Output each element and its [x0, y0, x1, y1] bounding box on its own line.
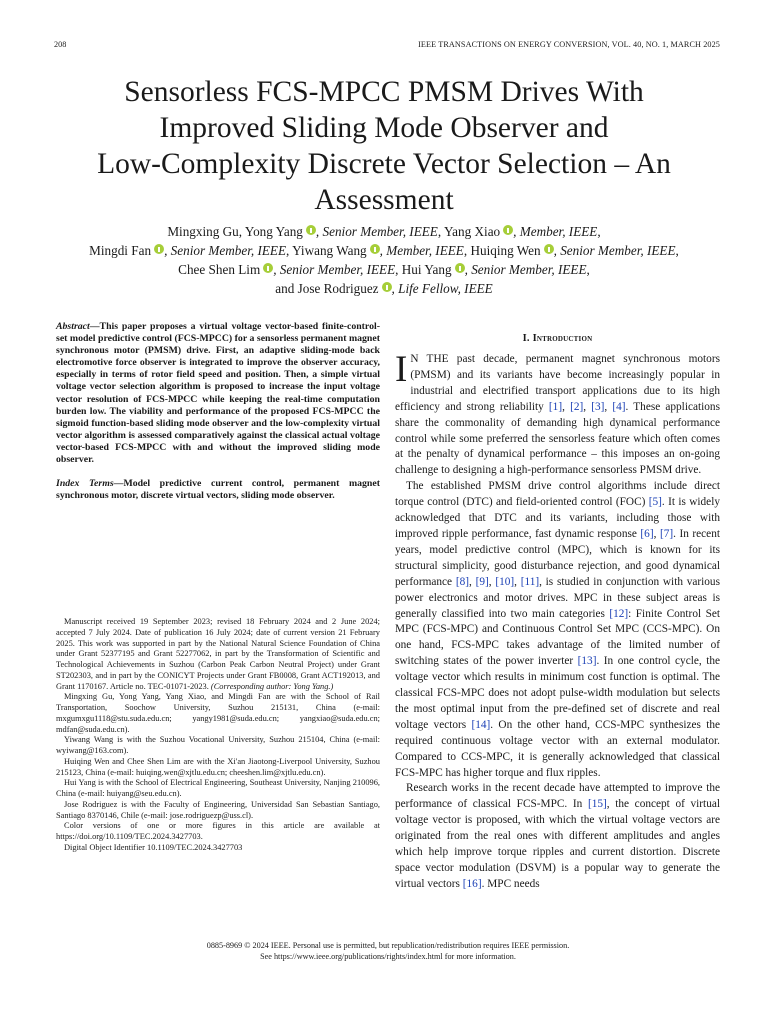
- section-heading-introduction: I. Introduction: [522, 333, 593, 344]
- citation-link[interactable]: [10]: [495, 575, 515, 588]
- author-line: Chee Shen Lim , Senior Member, IEEE, Hui Yang , Senior Member, IEEE,: [178, 262, 590, 277]
- title-line: Assessment: [314, 184, 454, 216]
- author-membership: , Senior Member, IEEE: [553, 243, 676, 258]
- citation-link[interactable]: [16]: [462, 877, 482, 890]
- intro-paragraph-1: I N THE past decade, permanent magnet synchronous motors (PMSM) and its variants have become increasingly popular in industrial and electrified transport applications due to its high efficiency and strong reliability [1], [2], [3], [4]. These applications share the commonality of demanding high dynamical performance control while some preferred the sensorless feature which often comes at the penalty of dynamical performance – this imposes an on-going challenge to designing a high-performance sensorless PMSM drive.: [395, 349, 720, 477]
- author-name: Yiwang Wang: [289, 243, 367, 258]
- author-name: Huiqing Wen: [467, 243, 541, 258]
- author-name: Yang Xiao: [441, 224, 501, 239]
- author-membership: , Life Fellow, IEEE: [391, 281, 493, 296]
- citation-link[interactable]: [3]: [591, 400, 605, 413]
- author-name: Hui Yang: [398, 262, 452, 277]
- author-name: Mingxing Gu, Yong Yang: [167, 224, 303, 239]
- citation-link[interactable]: [6]: [640, 527, 654, 540]
- orcid-icon[interactable]: [370, 244, 380, 254]
- drop-cap: I: [395, 349, 408, 390]
- footnote-affiliation: Huiqing Wen and Chee Shen Lim are with the Xi'an Jiaotong-Liverpool University, Suzhou 215123, China (e-mail: huiqing.wen@xjtlu.edu.cn; cheeshen.lim@xjtlu.edu.cn).: [56, 756, 380, 777]
- footnote-affiliation: Mingxing Gu, Yong Yang, Yang Xiao, and Mingdi Fan are with the School of Rail Transportation, Soochow University, Suzhou 215131, China (e-mail: mxgumxgu1118@stu.suda.edu.cn; yangy1981@suda.edu.cn; yangxiao@suda.edu.cn; mdfan@suda.edu.cn).: [56, 692, 380, 734]
- permissions-link-text: See https://www.ieee.org/publications/rights/index.html for more information.: [260, 952, 516, 961]
- page-number: 208: [54, 40, 67, 49]
- footnote-affiliation: Yiwang Wang is with the Suzhou Vocational University, Suzhou 215104, China (e-mail: wyiwang@163.com).: [56, 735, 380, 755]
- citation-link[interactable]: [12]: [609, 607, 629, 620]
- citation-link[interactable]: [4]: [612, 400, 626, 413]
- citation-link[interactable]: [5]: [648, 496, 662, 509]
- citation-link[interactable]: [7]: [659, 527, 674, 540]
- copyright-notice: 0885-8969 © 2024 IEEE. Personal use is permitted, but republication/redistribution requires IEEE permission.: [206, 941, 570, 950]
- author-line: [50, 279, 718, 298]
- abstract: [56, 321, 380, 466]
- footnote-affiliation: Jose Rodriguez is with the Faculty of Engineering, Universidad San Sebastian Santiago, Santiago 8370146, Chile (e-mail: jose.rodriguezp@uss.cl).: [56, 799, 380, 820]
- page-header: [54, 40, 720, 54]
- author-membership: , Senior Member, IEEE: [315, 224, 438, 239]
- footnotes: [56, 617, 380, 854]
- intro-paragraph-3: Research works in the recent decade have attempted to improve the performance of classical FCS-MPC. In [15], the concept of virtual voltage vector is proposed, with which the virtual voltage vectors are originated from the real ones with different amplitudes and angles which help improve torque ripples and current distortion. Discrete space vector modulation (DSVM) is a popular way to generate the virtual vectors [16]. MPC needs: [395, 782, 720, 890]
- title-line: Improved Sliding Mode Observer and: [159, 112, 609, 144]
- footnote-affiliation: Hui Yang is with the School of Electrical Engineering, Southeast University, Nanjing 210096, China (e-mail: huiyang@seu.edu.cn).: [56, 778, 380, 798]
- footnote-manuscript: Manuscript received 19 September 2023; revised 18 February 2024 and 2 June 2024; accepted 7 July 2024. Date of publication 16 July 2024; date of current version 21 February 2025. This work was supported in part by the National Natural Science Foundation of China under Grant 52377195 and Grant 52277062, in part by the Transformation of Scientific and Technological Achievements in Suzhou (Carbon Peak Carbon Neutral Project) under Grant ST202303, and in part by the CONICYT Projects under Grant FB0008, Grant ACT192013, and Grant 1170167. Article no. TEC-01071-2023. (Corresponding author: Yong Yang.): [56, 617, 380, 691]
- journal-info: IEEE TRANSACTIONS ON ENERGY CONVERSION, VOL. 40, NO. 1, MARCH 2025: [418, 40, 720, 49]
- abstract-label: Abstract: [56, 321, 90, 332]
- footnote-color-note: Color versions of one or more figures in this article are available at https://doi.org/10.1109/TEC.2024.3427703.: [56, 821, 380, 841]
- author-line: Mingxing Gu, Yong Yang , Senior Member, IEEE, Yang Xiao , Member, IEEE,: [167, 224, 601, 239]
- author-membership: , Member, IEEE: [513, 224, 598, 239]
- citation-link[interactable]: [11]: [520, 575, 540, 588]
- intro-paragraph-2: The established PMSM drive control algorithms include direct torque control (DTC) and field-oriented control (FOC) [5]. It is widely acknowledged that DTC and its variants, including those with improved ripple performance, fast dynamic response [6], [7]. In recent years, model predictive control (MPC), which is known for its structural simplicity, good disturbance rejection, and good dynamical performance [8], [9], [10], [11], is studied in conjunction with various power electronics and motor drives. MPC in these subject areas is generally classified into two main categories [12]: Finite Control Set MPC (FCS-MPC) and Continuous Control Set MPC (CCS-MPC). On one hand, FCS-MPC takes advantage of the limited number of switching states of the power inverter [13]. In one control cycle, the voltage vector which results in minimum cost function is optimal. The classical FCS-MPC does not adopt pulse-width modulation but selects the most optimal input from the pre-defined set of discrete and real voltage vectors [14]. On the other hand, CCS-MPC synthesizes the required continuous voltage vector with an external modulator. Compared to CCS-MPC, it is generally acknowledged that classical FCS-MPC has higher torque and flux ripples.: [395, 480, 721, 779]
- right-column: [395, 333, 720, 893]
- corresponding-author: (Corresponding author: Yong Yang.): [210, 681, 334, 691]
- paper-title: [60, 74, 708, 218]
- title-line: Low-Complexity Discrete Vector Selection – An: [97, 148, 671, 180]
- author-membership: , Senior Member, IEEE: [164, 243, 287, 258]
- author-membership: , Senior Member, IEEE: [273, 262, 396, 277]
- citation-link[interactable]: [8]: [455, 575, 469, 588]
- orcid-icon[interactable]: [306, 225, 316, 235]
- orcid-icon[interactable]: [154, 244, 164, 254]
- index-terms-label: Index Terms: [56, 478, 114, 490]
- citation-link[interactable]: [13]: [577, 655, 597, 668]
- author-list: [50, 222, 718, 298]
- author-membership: , Senior Member, IEEE: [464, 262, 587, 277]
- orcid-icon[interactable]: [455, 263, 465, 273]
- author-name: Chee Shen Lim: [178, 262, 261, 277]
- citation-link[interactable]: [1]: [548, 400, 563, 413]
- citation-link[interactable]: [14]: [471, 718, 491, 731]
- author-membership: , Member, IEEE: [379, 243, 464, 258]
- author-line: Mingdi Fan , Senior Member, IEEE, Yiwang Wang , Member, IEEE, Huiqing Wen , Senior Member, IEEE,: [89, 243, 679, 258]
- citation-link[interactable]: [9]: [475, 575, 489, 588]
- footnote-doi: Digital Object Identifier 10.1109/TEC.2024.3427703: [64, 842, 243, 852]
- title-line: Sensorless FCS-MPCC PMSM Drives With: [124, 76, 644, 108]
- citation-link[interactable]: [15]: [587, 798, 607, 811]
- left-column: [56, 321, 380, 502]
- author-name: Mingdi Fan: [89, 243, 152, 258]
- page-footer: [56, 940, 720, 962]
- index-terms: [56, 478, 380, 502]
- index-terms-text: —Model predictive current control, permanent magnet synchronous motor, discrete virtual vectors, sliding mode observer.: [56, 478, 380, 502]
- orcid-icon[interactable]: [503, 225, 513, 235]
- orcid-icon[interactable]: [263, 263, 273, 273]
- orcid-icon[interactable]: [382, 282, 392, 292]
- author-name: and Jose Rodriguez: [275, 281, 379, 296]
- orcid-icon[interactable]: [544, 244, 554, 254]
- citation-link[interactable]: [2]: [570, 400, 584, 413]
- abstract-text: —This paper proposes a virtual voltage vector-based finite-control-set model predictive control (FCS-MPCC) for a sensorless permanent magnet synchronous motor (PMSM) drive. First, an adaptive sliding-mode back electromotive force observer is integrated to improve the observer accuracy, especially in terms of rotor field speed and position. Then, a simple virtual voltage vector selection algorithm is proposed to increase the input voltage vector resolution of FCS-MPCC while keeping the real-time computation burden low. The viability and performance of the proposed FCS-MPCC the sigmoid function-based sliding mode observer and the low-complexity virtual vector algorithm is assessed comparatively against the classical actual voltage vector-based FCS-MPCC with and without the improved sliding mode observer.: [56, 321, 380, 466]
